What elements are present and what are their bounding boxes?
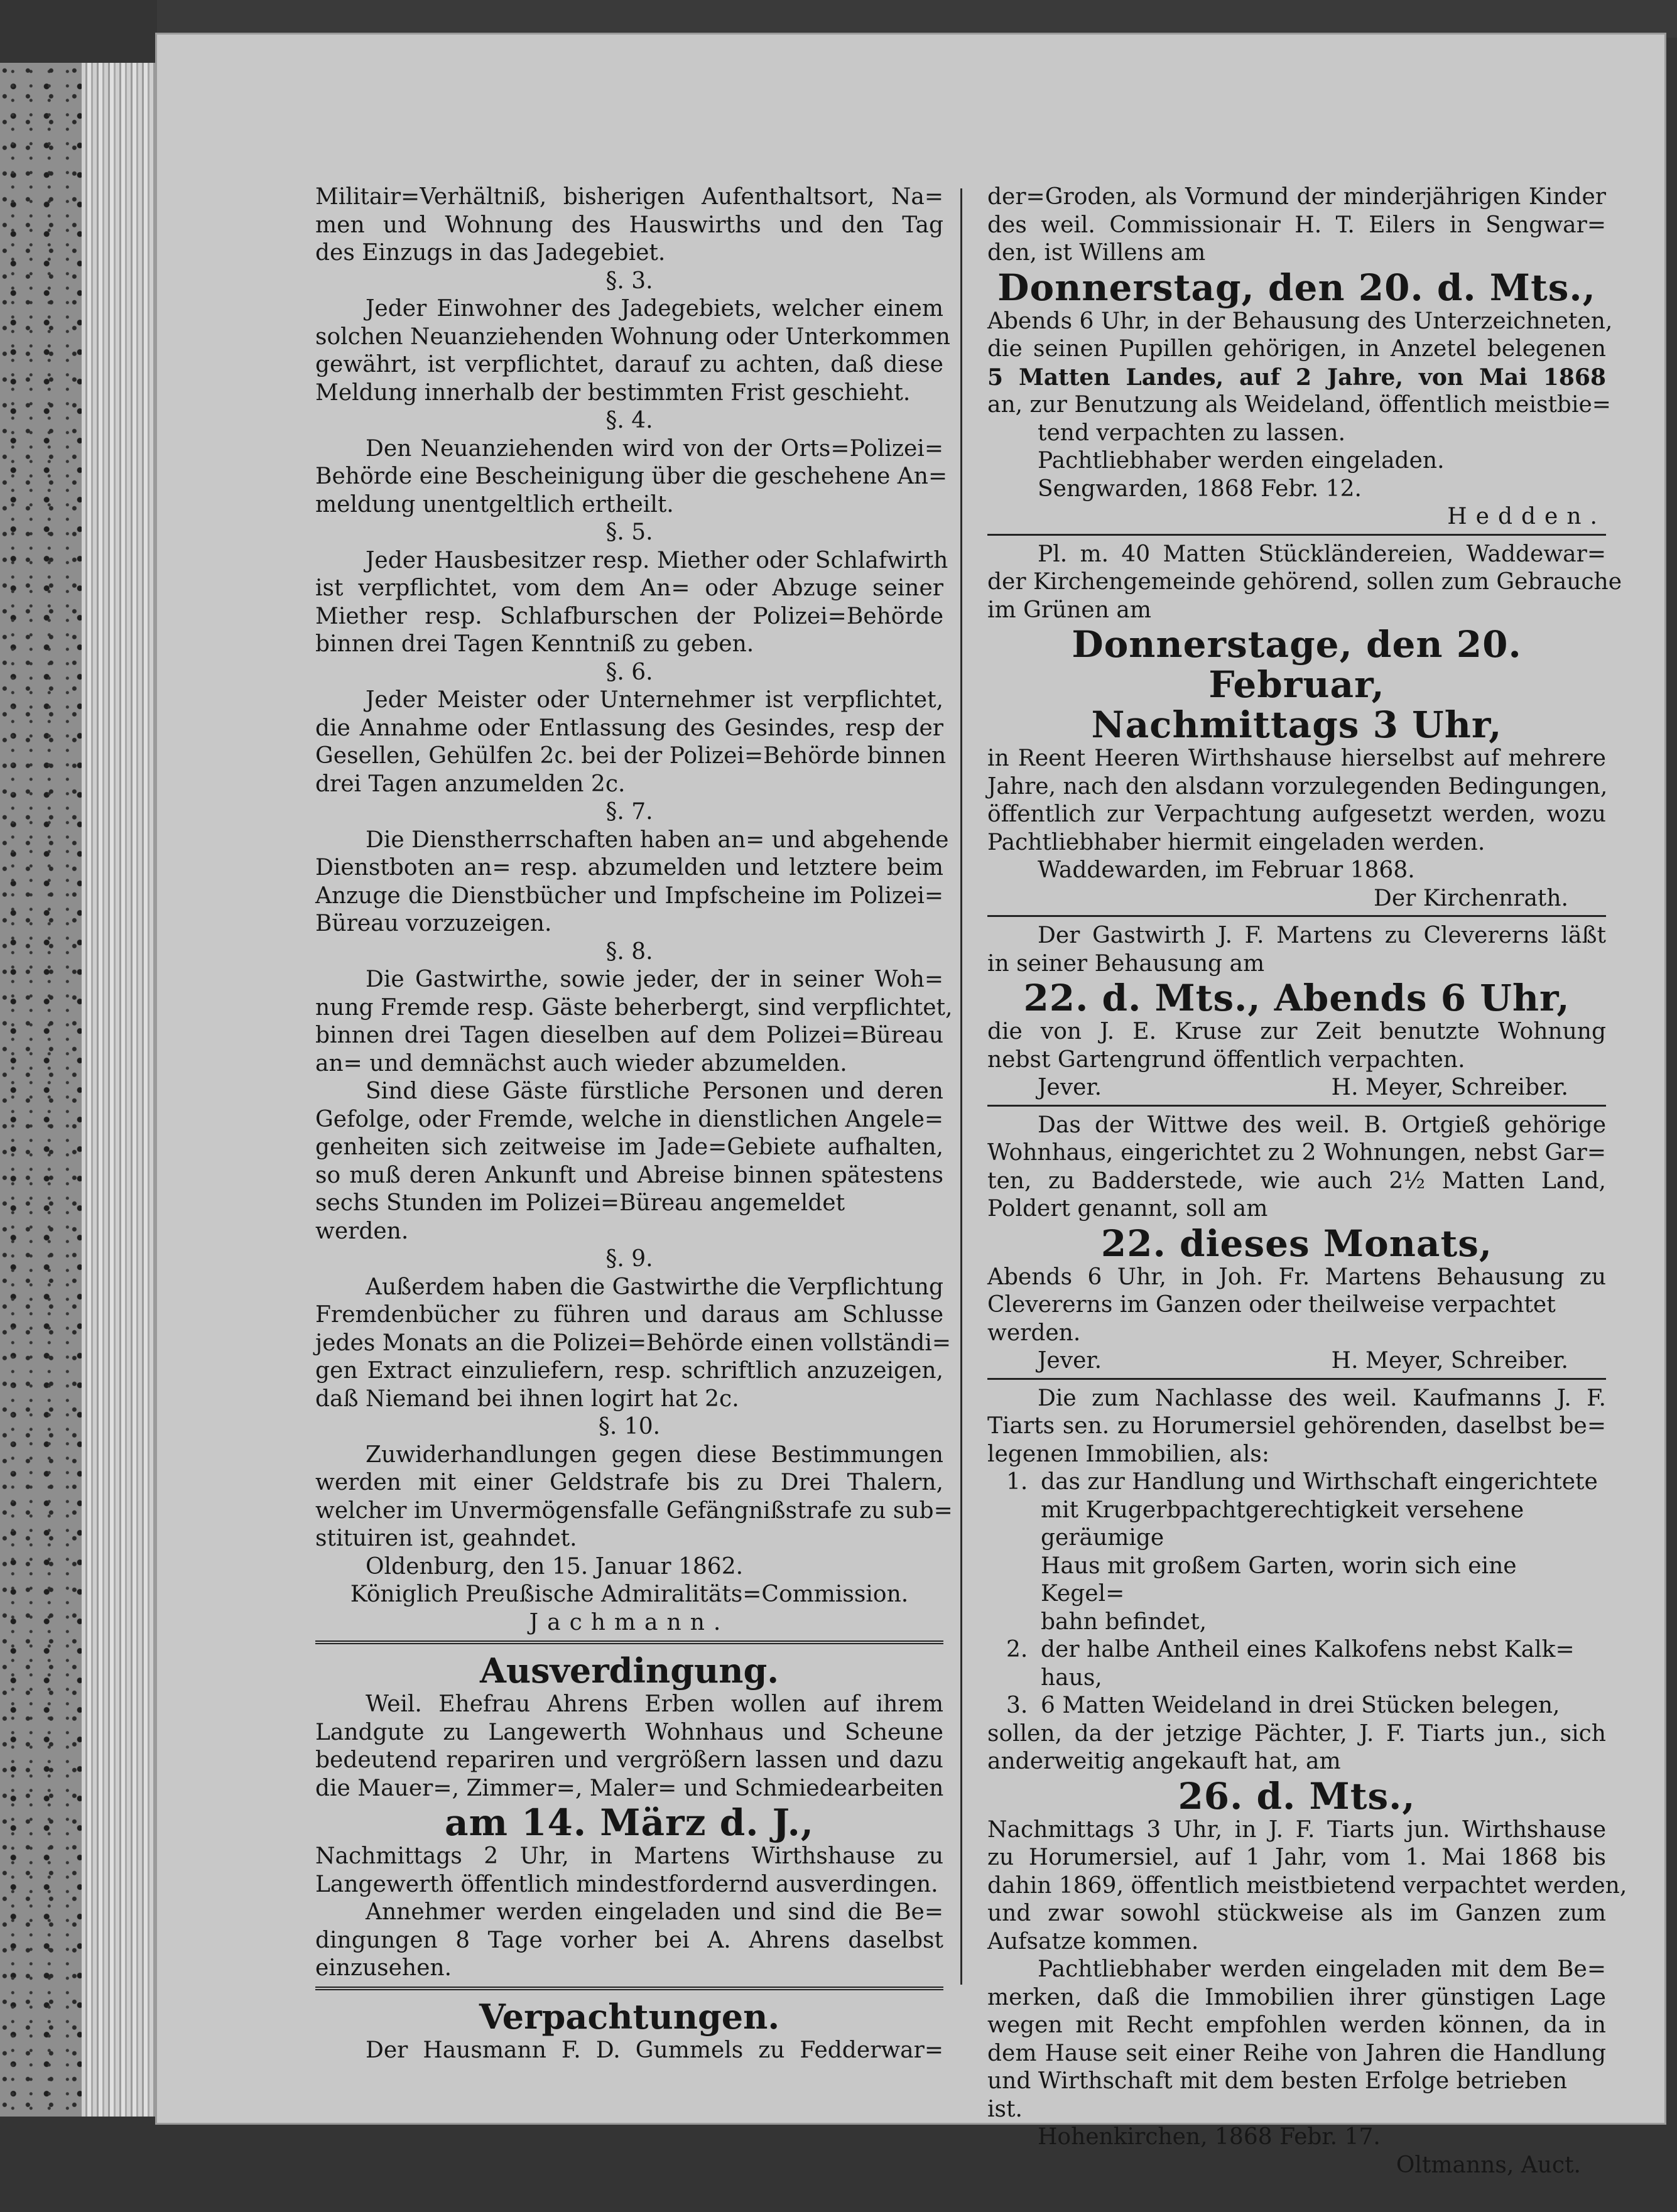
scan-top-band <box>157 0 1677 38</box>
notice-signer: H. Meyer, Schreiber. <box>1331 1348 1568 1374</box>
section-8-heading: §. 8. <box>605 938 653 965</box>
text-line: binnen drei Tagen dieselben auf dem Polizei=Büreau <box>315 1022 943 1048</box>
text-line: genheiten sich zeitweise im Jade=Gebiete aufhalten, <box>315 1134 943 1160</box>
text-line: Außerdem haben die Gastwirthe die Verpflichtung <box>366 1274 944 1300</box>
text-line: Büreau vorzuzeigen. <box>315 911 552 936</box>
text-line: Dienstboten an= resp. abzumelden und letztere beim <box>315 855 943 881</box>
text-line: dingungen 8 Tage vorher bei A. Ahrens daselbst <box>315 1927 943 1953</box>
text-line: den, ist Willens am <box>987 240 1206 266</box>
text-line: ten, zu Badderstede, wie auch 2½ Matten Land, <box>987 1168 1606 1194</box>
text-line: sechs Stunden im Polizei=Büreau angemeldet werden. <box>315 1190 845 1244</box>
notice-kirchenrath <box>987 541 1622 913</box>
decree-place-date: Oldenburg, den 15. Januar 1862. <box>366 1553 744 1580</box>
text-line: und Wirthschaft mit dem besten Erfolge betrieben ist. <box>987 2068 1568 2122</box>
text-line: Jahre, nach den alsdann vorzulegenden Bedingungen, <box>987 773 1608 800</box>
text-line: Weil. Ehefrau Ahrens Erben wollen auf ihrem <box>366 1691 943 1717</box>
text-line: Tiarts sen. zu Horumersiel gehörenden, daselbst be= <box>987 1413 1606 1439</box>
text-line: drei Tagen anzumelden 2c. <box>315 771 626 797</box>
text-line: Abends 6 Uhr, in der Behausung des Unterzeichneten, <box>987 308 1613 334</box>
notice-signer: Oltmanns, Auct. <box>1396 2152 1581 2178</box>
list-item <box>1006 1468 1606 1497</box>
notice-date: 26. d. Mts., <box>1178 1774 1416 1818</box>
text-line: Gefolge, oder Fremde, welche in dienstlichen Angele= <box>315 1106 944 1132</box>
notice-date: Donnerstag, den 20. d. Mts., <box>997 266 1596 309</box>
text-line: Jeder Meister oder Unternehmer ist verpflichtet, <box>366 687 943 713</box>
notice-place-date: Waddewarden, im Februar 1868. <box>1038 857 1415 883</box>
text-line: sollen, da der jetzige Pächter, J. F. Tiarts jun., sich <box>987 1720 1606 1747</box>
text-line: Pl. m. 40 Matten Stückländereien, Waddewar= <box>1038 541 1606 567</box>
notice-divider <box>987 1378 1606 1380</box>
commission-name: Königlich Preußische Admiralitäts=Commission. <box>350 1581 909 1607</box>
text-line: meldung unentgeltlich ertheilt. <box>315 491 674 518</box>
notice-place-date: Hohenkirchen, 1868 Febr. 17. <box>1038 2124 1381 2150</box>
text-line: Annehmer werden eingeladen und sind die Be= <box>366 1899 943 1925</box>
text-line: Die Dienstherrschaften haben an= und abgehende <box>366 827 949 853</box>
text-line: in seiner Behausung am <box>987 950 1265 977</box>
section-5-heading: §. 5. <box>605 519 653 545</box>
text-line: Fremdenbücher zu führen und daraus am Schlusse <box>315 1302 943 1328</box>
text-line: Der Gastwirth J. F. Martens zu Clevererns läßt <box>1038 923 1606 948</box>
paragraph-registration <box>315 183 943 268</box>
text-line: die Annahme oder Entlassung des Gesindes, resp der <box>315 715 943 741</box>
text-line: legenen Immobilien, als: <box>987 1441 1269 1467</box>
section-7-text <box>315 827 949 938</box>
text-line: haus, <box>1041 1664 1102 1691</box>
text-line: an= und demnächst auch wieder abzumelden. <box>315 1050 847 1076</box>
text-line: nebst Gartengrund öffentlich verpachten. <box>987 1046 1465 1073</box>
text-line: der=Groden, als Vormund der minderjährigen Kinder <box>987 184 1606 210</box>
notice-date: Donnerstage, den 20. Februar, <box>1072 623 1522 706</box>
notice-signer: Hedden. <box>1447 504 1606 529</box>
column-divider <box>960 188 962 1985</box>
list-number: 2. <box>1006 1637 1028 1662</box>
text-line: gen Extract einzuliefern, resp. schriftlich anzuzeigen, <box>315 1358 943 1384</box>
text-line: Poldert genannt, soll am <box>987 1196 1268 1222</box>
text-line: Landgute zu Langewerth Wohnhaus und Scheune <box>315 1719 943 1745</box>
text-line: Langewerth öffentlich mindestfordernd ausverdingen. <box>315 1871 938 1897</box>
ausverdingung-text-2 <box>315 1843 943 1983</box>
left-column <box>315 183 953 2064</box>
text-line: Anzuge die Dienstbücher und Impfscheine im Polizei= <box>315 882 943 909</box>
text-line: Miether resp. Schlafburschen der Polizei=Behörde <box>315 603 943 629</box>
text-line: des Einzugs in das Jadegebiet. <box>315 240 666 266</box>
text-line: Meldung innerhalb der bestimmten Frist geschieht. <box>315 379 911 406</box>
text-line: tend verpachten zu lassen. <box>1038 420 1346 446</box>
text-line: öffentlich zur Verpachtung aufgesetzt werden, wozu <box>987 801 1606 827</box>
text-line: Die zum Nachlasse des weil. Kaufmanns J. F. <box>1038 1385 1606 1411</box>
notice-divider <box>987 534 1606 536</box>
text-line: ist verpflichtet, vom dem An= oder Abzuge seiner <box>315 575 943 601</box>
text-line: Clevererns im Ganzen oder theilweise verpachtet werden. <box>987 1292 1556 1346</box>
text-line: Pachtliebhaber werden eingeladen mit dem Be= <box>1038 1956 1606 1982</box>
section-4-heading: §. 4. <box>605 408 653 433</box>
text-line: Das der Wittwe des weil. B. Ortgieß gehörige <box>1038 1112 1606 1138</box>
text-line: binnen drei Tagen Kenntniß zu geben. <box>315 631 754 657</box>
immobilien-list <box>987 1468 1606 1720</box>
section-6-heading: §. 6. <box>605 659 653 685</box>
text-line: Zuwiderhandlungen gegen diese Bestimmungen <box>366 1441 943 1468</box>
section-9-heading: §. 9. <box>605 1246 653 1272</box>
text-line: Pachtliebhaber hiermit eingeladen werden. <box>987 829 1485 855</box>
text-line: mit Krugerbpachtgerechtigkeit versehene geräumige <box>1041 1497 1524 1551</box>
text-line: bedeutend repariren und vergrößern lassen und dazu <box>315 1747 943 1773</box>
text-line: werden mit einer Geldstrafe bis zu Drei Thalern, <box>315 1470 943 1495</box>
section-6-text <box>315 686 947 798</box>
section-8-text <box>315 966 953 1245</box>
notice-date: 22. dieses Monats, <box>1100 1222 1493 1265</box>
notice-place: Jever. <box>1038 1348 1102 1374</box>
text-line: Aufsatze kommen. <box>987 1928 1199 1954</box>
text-line: das zur Handlung und Wirthschaft eingerichtete <box>1041 1469 1598 1495</box>
text-line: Jeder Hausbesitzer resp. Miether oder Schlafwirth <box>366 547 948 573</box>
list-item <box>1006 1636 1606 1664</box>
text-line: zu Horumersiel, auf 1 Jahr, vom 1. Mai 1868 bis <box>987 1845 1606 1870</box>
text-line: welcher im Unvermögensfalle Gefängnißstrafe zu sub= <box>315 1497 953 1524</box>
ausverdingung-text <box>315 1691 943 1803</box>
section-10-text <box>315 1441 953 1553</box>
notice-place: Jever. <box>1038 1075 1102 1100</box>
text-line: Nachmittags 3 Uhr, in J. F. Tiarts jun. Wirthshause <box>987 1816 1606 1843</box>
verpachtungen-first-line: Der Hausmann F. D. Gummels zu Fedderwar= <box>366 2037 943 2063</box>
text-line: einzusehen. <box>315 1955 452 1981</box>
text-line: die seinen Pupillen gehörigen, in Anzetel belegenen <box>987 336 1606 362</box>
text-line: die Mauer=, Zimmer=, Maler= und Schmiedearbeiten <box>315 1775 944 1801</box>
text-line: merken, daß die Immobilien ihrer günstigen Lage <box>987 1984 1606 2010</box>
text-line: der halbe Antheil eines Kalkofens nebst Kalk= <box>1041 1637 1575 1662</box>
text-line: der Kirchengemeinde gehörend, sollen zum Gebrauche <box>987 569 1622 595</box>
text-line: Abends 6 Uhr, in Joh. Fr. Martens Behausung zu <box>987 1264 1606 1290</box>
list-number: 3. <box>1006 1693 1028 1718</box>
text-line: und zwar sowohl stückweise als im Ganzen zum <box>987 1900 1606 1926</box>
notice-time: Nachmittags 3 Uhr, <box>1091 703 1502 746</box>
text-line: men und Wohnung des Hauswirths und den Tag <box>315 212 943 238</box>
notice-date: 22. d. Mts., Abends 6 Uhr, <box>1023 977 1570 1019</box>
ausverdingung-heading: Ausverdingung. <box>479 1651 779 1691</box>
text-line: Haus mit großem Garten, worin sich eine Kegel= <box>1041 1553 1517 1607</box>
text-line: Gesellen, Gehülfen 2c. bei der Polizei=Behörde binnen <box>315 743 947 769</box>
list-item <box>1006 1692 1606 1720</box>
text-line: Den Neuanziehenden wird von der Orts=Polizei= <box>366 435 943 462</box>
section-4-text <box>315 435 948 519</box>
section-9-text <box>315 1274 952 1414</box>
text-line: 6 Matten Weideland in drei Stücken belegen, <box>1041 1693 1560 1718</box>
section-divider <box>315 1640 943 1647</box>
section-3-heading: §. 3. <box>605 268 653 294</box>
text-line: nung Fremde resp. Gäste beherbergt, sind verpflichtet, <box>315 994 953 1021</box>
notice-signer: H. Meyer, Schreiber. <box>1331 1075 1568 1100</box>
text-line: dahin 1869, öffentlich meistbietend verpachtet werden, <box>987 1872 1627 1899</box>
text-line: Sind diese Gäste fürstliche Personen und deren <box>366 1078 943 1104</box>
section-5-text <box>315 547 948 659</box>
section-3-text <box>315 295 950 407</box>
text-line: Pachtliebhaber werden eingeladen. <box>1038 448 1445 474</box>
text-line: so muß deren Ankunft und Abreise binnen spätestens <box>315 1162 943 1188</box>
notice-tiarts <box>987 1385 1627 2180</box>
text-line: gewährt, ist verpflichtet, darauf zu achten, daß diese <box>315 352 943 377</box>
ausverdingung-date: am 14. März d. J., <box>445 1801 814 1844</box>
text-line: des weil. Commissionair H. T. Eilers in Sengwar= <box>987 212 1606 238</box>
text-line: Nachmittags 2 Uhr, in Martens Wirthshause zu <box>315 1843 943 1869</box>
text-line: Behörde eine Bescheinigung über die geschehene An= <box>315 464 948 489</box>
notice-hedden <box>987 183 1613 531</box>
text-line: wegen mit Recht empfohlen werden können, da in <box>987 2012 1606 2038</box>
text-line: daß Niemand bei ihnen logirt hat 2c. <box>315 1385 739 1412</box>
notice-signer: Der Kirchenrath. <box>1373 885 1568 911</box>
verpachtungen-heading: Verpachtungen. <box>479 1996 780 2037</box>
text-line: an, zur Benutzung als Weideland, öffentlich meistbie= <box>987 392 1611 418</box>
text-line: Jeder Einwohner des Jadegebiets, welcher einem <box>366 296 943 322</box>
text-line: solchen Neuanziehenden Wohnung oder Unterkommen <box>315 323 950 350</box>
right-column <box>987 183 1627 2179</box>
text-line: Die Gastwirthe, sowie jeder, der in seiner Woh= <box>366 967 943 992</box>
section-divider <box>315 1987 943 1993</box>
list-number: 1. <box>1006 1469 1028 1495</box>
notice-divider <box>987 1105 1606 1107</box>
notice-place-date: Sengwarden, 1868 Febr. 12. <box>1038 475 1362 502</box>
text-line: 5 Matten Landes, auf 2 Jahre, von Mai 1868 <box>987 364 1606 391</box>
text-line: die von J. E. Kruse zur Zeit benutzte Wohnung <box>987 1019 1606 1044</box>
notice-divider <box>987 915 1606 917</box>
text-line: Militair=Verhältniß, bisherigen Aufenthaltsort, Na= <box>315 184 943 210</box>
notice-martens <box>987 922 1606 1102</box>
text-line: jedes Monats an die Polizei=Behörde einen vollständi= <box>315 1330 952 1356</box>
signer-name: Jachmann. <box>529 1609 730 1635</box>
text-line: bahn befindet, <box>1041 1608 1207 1635</box>
notice-ortgiess <box>987 1112 1606 1375</box>
text-line: Wohnhaus, eingerichtet zu 2 Wohnungen, nebst Gar= <box>987 1140 1606 1166</box>
text-line: stituiren ist, geahndet. <box>315 1526 577 1551</box>
text-line: anderweitig angekauft hat, am <box>987 1748 1341 1774</box>
section-10-heading: §. 10. <box>598 1414 661 1439</box>
text-line: in Reent Heeren Wirthshause hierselbst auf mehrere <box>987 745 1606 771</box>
text-line: dem Hause seit einer Reihe von Jahren die Handlung <box>987 2040 1606 2066</box>
text-line: im Grünen am <box>987 597 1151 623</box>
section-7-heading: §. 7. <box>605 799 653 825</box>
